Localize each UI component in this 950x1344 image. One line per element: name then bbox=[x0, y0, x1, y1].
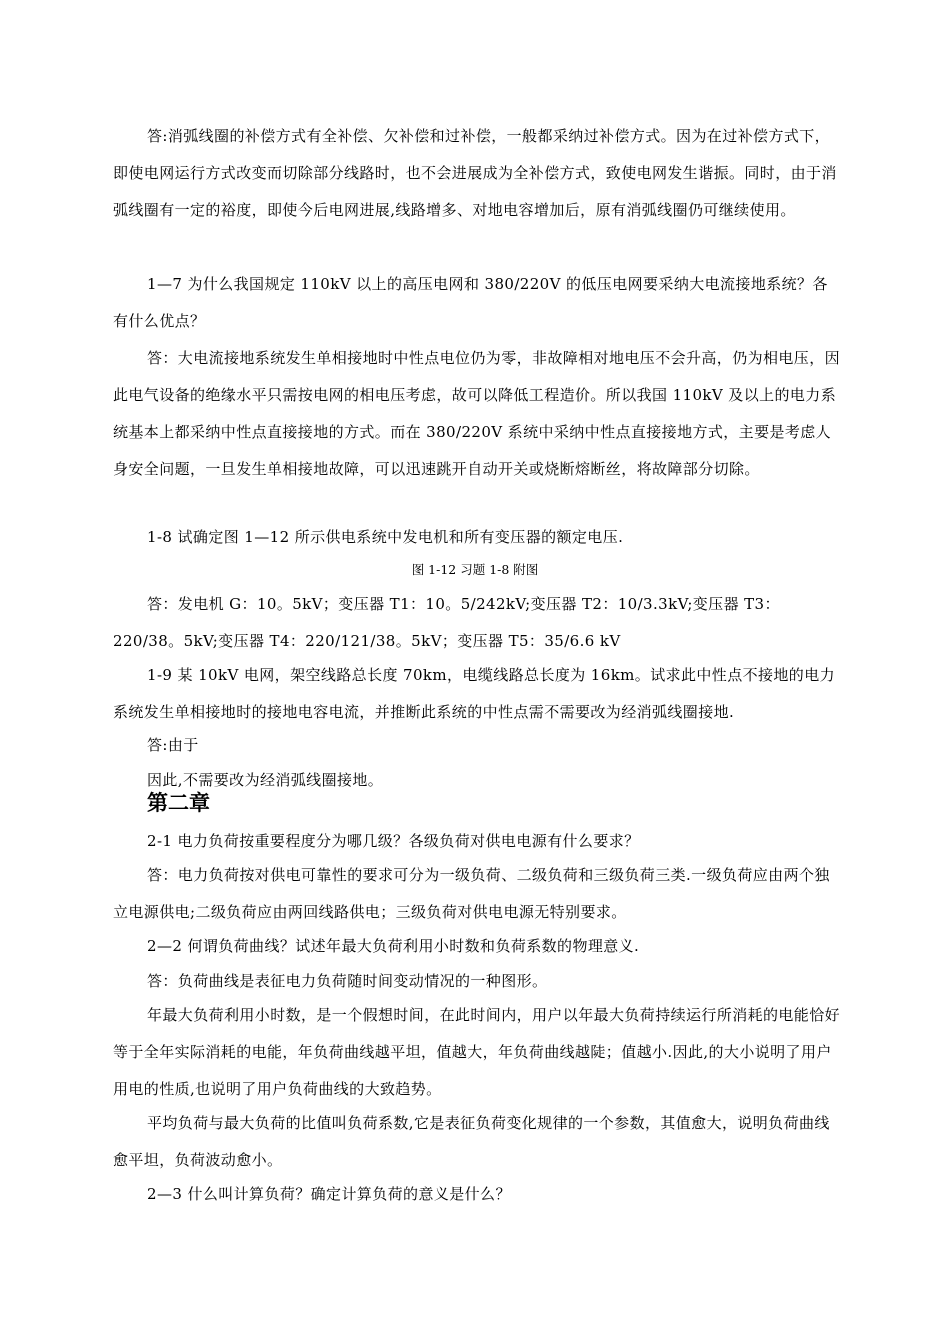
question-2-1: 2-1 电力负荷按重要程度分为哪几级？各级负荷对供电电源有什么要求？ bbox=[147, 832, 640, 850]
figure-caption: 图 1-12 习题 1-8 附图 bbox=[411, 562, 539, 577]
answer-2-2-load-factor: 平均负荷与最大负荷的比值叫负荷系数,它是表征负荷变化规律的一个参数，其值愈大，说明负荷曲线愈平坦，负荷波动愈小。 bbox=[113, 1114, 830, 1169]
chapter-heading: 第二章 bbox=[147, 791, 210, 815]
answer-1-7: 答：大电流接地系统发生单相接地时中性点电位仍为零，非故障相对地电压不会升高，仍为相电压，因此电气设备的绝缘水平只需按电网的相电压考虑，故可以降低工程造价。所以我国 110kV 及以上的电力系统基本上都采纳中性点直接接地的方式。而在 380/220V 系统中采纳中性点直接接地方式，主要是考虑人身安全问题，一旦发生单相接地故障，可以迅速跳开自动开关或烧断熔断丝，将故障部分切除。 bbox=[113, 349, 841, 478]
question-1-9: 1-9 某 10kV 电网，架空线路总长度 70km，电缆线路总长度为 16km。试求此中性点不接地的电力系统发生单相接地时的接地电容电流，并推断此系统的中性点需不需要改为经消弧线圈接地. bbox=[113, 666, 836, 721]
question-2-2: 2—2 何谓负荷曲线？试述年最大负荷利用小时数和负荷系数的物理意义. bbox=[147, 937, 640, 955]
answer-2-1: 答：电力负荷按对供电可靠性的要求可分为一级负荷、二级负荷和三级负荷三类.一级负荷应由两个独立电源供电;二级负荷应由两回线路供电；三级负荷对供电电源无特别要求。 bbox=[113, 866, 830, 921]
answer-2-2-definition: 答：负荷曲线是表征电力负荷随时间变动情况的一种图形。 bbox=[147, 972, 548, 990]
answer-1-8: 答：发电机 G：10。5kV；变压器 T1：10。5/242kV;变压器 T2：10/3.3kV;变压器 T3：220/38。5kV;变压器 T4：220/121/38。5kV；变压器 T5：35/6.6 kV bbox=[113, 595, 780, 650]
answer-1-9-start: 答:由于 bbox=[147, 736, 199, 754]
question-1-7: 1—7 为什么我国规定 110kV 以上的高压电网和 380/220V 的低压电网要采纳大电流接地系统？各有什么优点？ bbox=[113, 275, 828, 330]
question-2-3: 2—3 什么叫计算负荷？确定计算负荷的意义是什么？ bbox=[147, 1185, 511, 1203]
answer-2-2-max-load-hours: 年最大负荷利用小时数，是一个假想时间，在此时间内，用户以年最大负荷持续运行所消耗的电能恰好等于全年实际消耗的电能，年负荷曲线越平坦，值越大，年负荷曲线越陡；值越小.因此,的大小说明了用户用电的性质,也说明了用户负荷曲线的大致趋势。 bbox=[113, 1006, 841, 1098]
question-1-8: 1-8 试确定图 1—12 所示供电系统中发电机和所有变压器的额定电压. bbox=[147, 528, 624, 546]
answer-paragraph-arc-suppression: 答:消弧线圈的补偿方式有全补偿、欠补偿和过补偿，一般都采纳过补偿方式。因为在过补偿方式下，即使电网运行方式改变而切除部分线路时，也不会进展成为全补偿方式，致使电网发生谐振。同时，由于消弧线圈有一定的裕度，即使今后电网进展,线路增多、对地电容增加后，原有消弧线圈仍可继续使用。 bbox=[113, 127, 837, 219]
answer-1-9-conclusion: 因此,不需要改为经消弧线圈接地。 bbox=[147, 771, 384, 789]
